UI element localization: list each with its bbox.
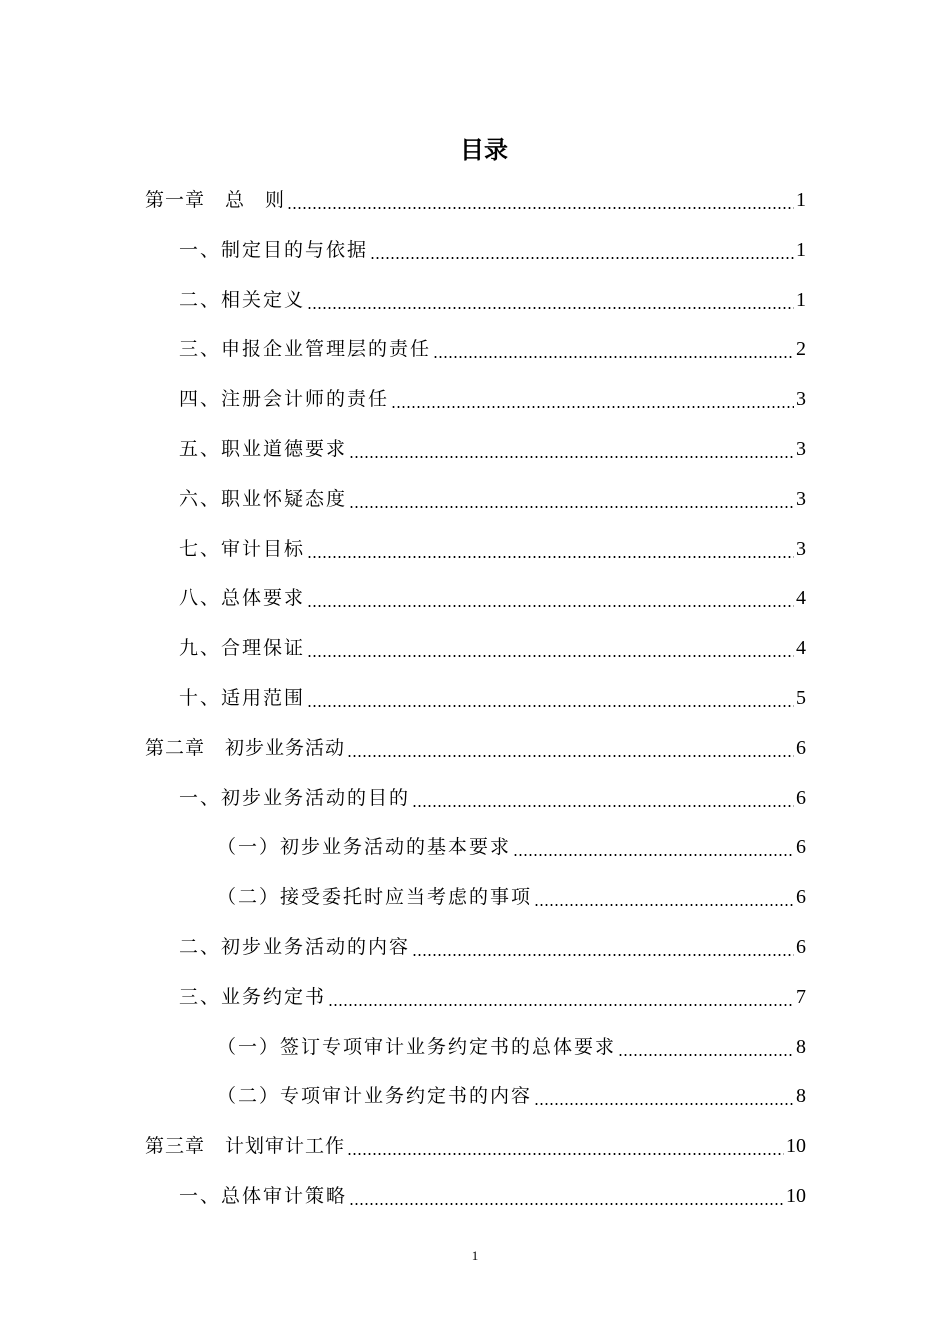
toc-entry[interactable] [179, 972, 806, 1022]
toc-entry-label: 第一章 总 则 [145, 189, 286, 211]
toc-entry-label: 七、审计目标 [179, 537, 306, 560]
toc-entry-label: （二）接受委托时应当考虑的事项 [217, 886, 533, 909]
toc-entry[interactable] [179, 673, 806, 723]
toc-dot-leader [349, 1203, 784, 1205]
toc-entry-page-number: 10 [786, 1135, 806, 1158]
toc-entry-page-number: 7 [796, 985, 806, 1008]
toc-dot-leader [307, 605, 794, 607]
toc-entry-label: 五、职业道德要求 [179, 438, 348, 460]
toc-entry-label: 二、初步业务活动的内容 [179, 936, 411, 958]
toc-entry-page-number: 6 [796, 736, 806, 759]
toc-dot-leader [391, 406, 794, 408]
toc-dot-leader [328, 1004, 794, 1006]
toc-entry[interactable] [179, 524, 806, 574]
toc-entry-label: （二）专项审计业务约定书的内容 [217, 1085, 533, 1108]
toc-dot-leader [513, 854, 794, 856]
toc-entry-label: 第二章 初步业务活动 [145, 736, 346, 759]
toc-dot-leader [349, 506, 794, 508]
toc-entry-label: 第三章 计划审计工作 [145, 1135, 346, 1158]
toc-entry-page-number: 6 [796, 886, 806, 909]
toc-dot-leader [433, 356, 794, 358]
toc-entry-label: （一）签订专项审计业务约定书的总体要求 [217, 1035, 617, 1058]
toc-entry-label: 四、注册会计师的责任 [179, 388, 390, 411]
toc-entry[interactable] [179, 922, 806, 972]
toc-dot-leader [618, 1054, 794, 1056]
toc-entry-label: （一）初步业务活动的基本要求 [217, 836, 512, 859]
toc-entry[interactable] [179, 374, 806, 424]
toc-dot-leader [349, 456, 794, 458]
toc-entry[interactable] [145, 723, 806, 773]
toc-entry[interactable] [179, 275, 806, 325]
toc-entry[interactable] [179, 474, 806, 524]
toc-entry[interactable] [179, 225, 806, 275]
toc-entry[interactable] [217, 872, 806, 922]
toc-entry-page-number: 5 [796, 687, 806, 709]
toc-entry-page-number: 4 [796, 587, 806, 610]
toc-dot-leader [307, 307, 794, 309]
toc-dot-leader [412, 805, 794, 807]
toc-entry-label: 二、相关定义 [179, 288, 306, 311]
toc-entry-page-number: 6 [796, 836, 806, 859]
toc-dot-leader [347, 1153, 784, 1155]
toc-dot-leader [534, 1103, 794, 1105]
toc-entry[interactable] [217, 822, 806, 872]
toc-entry-label: 六、职业怀疑态度 [179, 487, 348, 510]
toc-entry-label: 八、总体要求 [179, 587, 306, 610]
toc-entry-page-number: 8 [796, 1085, 806, 1108]
toc-entry-page-number: 8 [796, 1035, 806, 1058]
toc-entry[interactable] [217, 1022, 806, 1072]
toc-entry-page-number: 3 [796, 537, 806, 560]
toc-entry[interactable] [179, 1171, 806, 1221]
toc-dot-leader [307, 655, 794, 657]
toc-entry-page-number: 3 [796, 438, 806, 460]
toc-entry-page-number: 3 [796, 487, 806, 510]
toc-entry-label: 九、合理保证 [179, 637, 306, 660]
toc-dot-leader [347, 755, 794, 757]
toc-entry-page-number: 3 [796, 388, 806, 411]
toc-entry[interactable] [179, 573, 806, 623]
toc-entry-page-number: 6 [796, 936, 806, 958]
toc-entry-page-number: 2 [796, 338, 806, 361]
toc-entry-page-number: 1 [796, 288, 806, 311]
toc-entry-label: 一、初步业务活动的目的 [179, 786, 411, 809]
toc-entry-page-number: 1 [796, 238, 806, 261]
page-title: 目录 [460, 136, 508, 164]
toc-entry-page-number: 6 [796, 786, 806, 809]
toc-dot-leader [307, 705, 794, 707]
toc-dot-leader [412, 954, 794, 956]
toc-entry-page-number: 4 [796, 637, 806, 660]
toc-entry-label: 一、总体审计策略 [179, 1185, 348, 1207]
toc-entry[interactable] [179, 773, 806, 823]
toc-entry[interactable] [179, 324, 806, 374]
footer-page-number: 1 [471, 1248, 479, 1263]
toc-entry[interactable] [179, 424, 806, 474]
toc-entry[interactable] [217, 1071, 806, 1121]
toc-entry[interactable] [179, 623, 806, 673]
toc-entry-label: 三、申报企业管理层的责任 [179, 338, 432, 361]
toc-dot-leader [287, 207, 794, 209]
toc-entry-label: 一、制定目的与依据 [179, 238, 369, 261]
toc-dot-leader [534, 904, 794, 906]
toc-dot-leader [370, 257, 794, 259]
toc-entry-page-number: 10 [786, 1185, 806, 1207]
toc-entry-label: 十、适用范围 [179, 687, 306, 709]
toc-entry-page-number: 1 [796, 189, 806, 211]
toc-entry[interactable] [145, 1121, 806, 1171]
toc-dot-leader [307, 556, 794, 558]
toc-entry-label: 三、业务约定书 [179, 985, 327, 1008]
toc-entry[interactable] [145, 175, 806, 225]
